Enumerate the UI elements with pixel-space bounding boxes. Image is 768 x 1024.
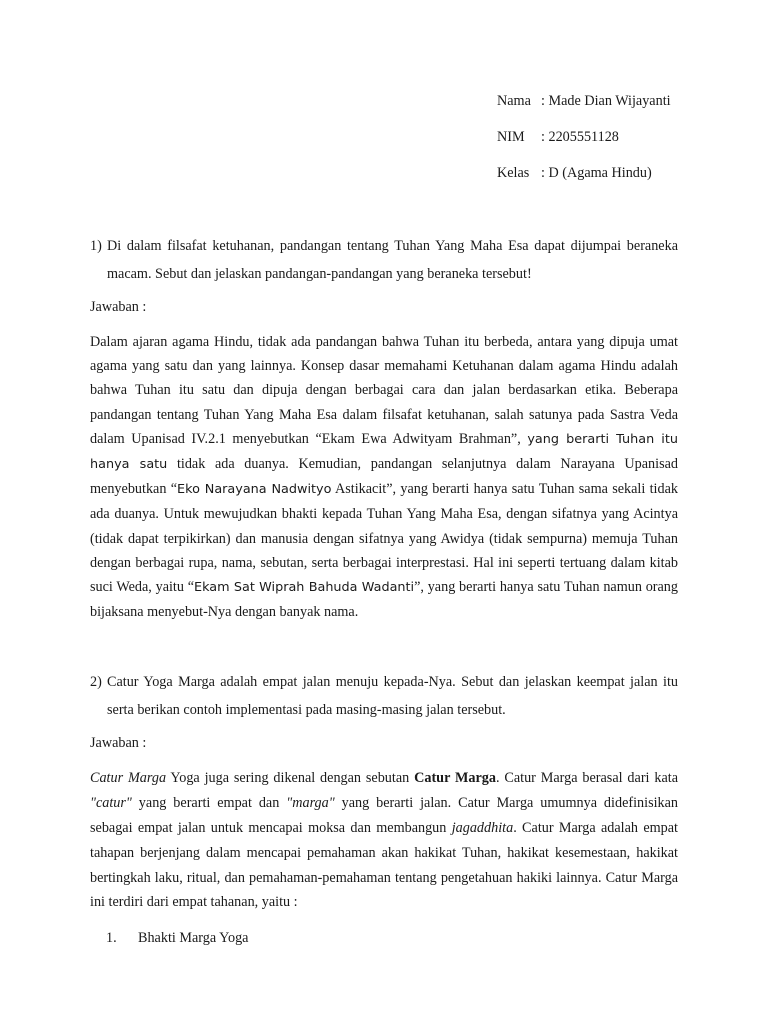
identity-row-kelas [497, 164, 671, 200]
student-identity [497, 92, 671, 200]
answer-2-italic-catur-marga: Catur Marga [90, 770, 167, 787]
nim-label: NIM [497, 129, 525, 145]
nim-value: : 2205551128 [541, 129, 619, 145]
answer-1-quote-eko-narayana: Eko Narayana Nadwityo [177, 482, 332, 498]
kelas-value: : D (Agama Hindu) [541, 165, 652, 181]
list-item [90, 929, 678, 947]
answer-2-label: Jawaban : [90, 735, 147, 752]
answer-2-text-3: yang berarti empat dan [131, 795, 287, 812]
nama-value: : Made Dian Wijayanti [541, 93, 671, 109]
answer-2-text-2: . Catur Marga berasal dari kata [495, 770, 678, 787]
answer-1-part-7: ”, yang berarti hanya satu Tuhan namun orang bijaksana menyebut-Nya dengan banyak nama. [90, 579, 678, 621]
question-2-number: 2) [90, 674, 102, 691]
section-spacer [90, 624, 678, 668]
list-item-number: 1. [106, 930, 117, 947]
answer-1-paragraph [90, 330, 678, 624]
identity-row-nama [497, 92, 671, 128]
answer-2-text-1: Yoga juga sering dikenal dengan sebutan [166, 770, 415, 787]
answer-1-part-1: Dalam ajaran agama Hindu, tidak ada pandangan bahwa Tuhan itu berbeda, antara yang dipuja umat agama yang satu dan yang lainnya. Konsep dasar memahami Ketuhanan dalam agama Hindu adalah bahwa Tuhan itu satu dan dipuja dengan berbagai cara dan jalan berdasarkan etika. Beberapa pandangan tentang Tuhan Yang Maha Esa dalam filsafat ketuhanan, salah satunya pada Sastra Veda dalam Upanisad IV.2.1 menyebutkan “Ekam Ewa Adwityam Brahman”, [90, 334, 678, 447]
answer-2-italic-catur: "catur" [90, 795, 132, 812]
answer-2-bold-catur-marga: Catur Marga [414, 770, 496, 787]
answer-2-italic-marga: "marga" [286, 795, 335, 812]
question-1-number: 1) [90, 238, 102, 254]
answer-2-italic-jagaddhita: jagaddhita [451, 820, 514, 837]
question-2-text: Catur Yoga Marga adalah empat jalan menuju kepada-Nya. Sebut dan jelaskan keempat jalan itu serta berikan contoh implementasi pada masing-masing jalan tersebut. [107, 674, 678, 719]
answer-1-part-2: yang berarti Tuhan itu hanya satu [90, 431, 678, 473]
identity-row-nim [497, 128, 671, 164]
question-1 [90, 232, 678, 288]
answer-2-text-5: . Catur Marga adalah empat tahapan berjenjang dalam mencapai pemahaman akan hakikat Tuhan, hakikat kesemestaan, hakikat bertingkah laku, ritual, dan pemahaman-pemahaman tentang pengetahuan hakiki lainnya. Catur Marga ini terdiri dari empat tahanan, yaitu : [90, 820, 679, 911]
question-1-text: Di dalam filsafat ketuhanan, pandangan tentang Tuhan Yang Maha Esa dapat dijumpai beraneka macam. Sebut dan jelaskan pandangan-pandangan yang beraneka tersebut! [107, 238, 678, 282]
answer-1-label: Jawaban : [90, 299, 147, 315]
answer-2-text-4: yang berarti jalan. Catur Marga umumnya didefinisikan sebagai empat jalan untuk mencapai moksa dan membangun [90, 795, 679, 837]
list-item-label: Bhakti Marga Yoga [138, 930, 249, 947]
nama-label: Nama [497, 93, 531, 109]
answer-1-part-5: Astikacit”, yang berarti hanya satu Tuhan sama sekali tidak ada duanya. Untuk mewujudkan bhakti kepada Tuhan Yang Maha Esa, dengan sifatnya yang Acintya (tidak dapat terpikirkan) dan manusia dengan sifatnya yang Awidya (tidak sempurna) memuja Tuhan dengan berbagai rupa, nama, sebutan, serta berbagai interprestasi. Hal ini seperti tertuang dalam kitab suci Weda, yaitu “ [90, 481, 678, 596]
answer-2-paragraph [90, 766, 678, 915]
answer-1-quote-ekam-sat: Ekam Sat Wiprah Bahuda Wadanti [194, 580, 415, 596]
document-body [90, 232, 678, 947]
question-2 [90, 668, 678, 724]
answer-1-part-3: tidak ada duanya. Kemudian, pandangan selanjutnya dalam Narayana Upanisad menyebutkan “ [90, 456, 678, 498]
kelas-label: Kelas [497, 165, 530, 181]
